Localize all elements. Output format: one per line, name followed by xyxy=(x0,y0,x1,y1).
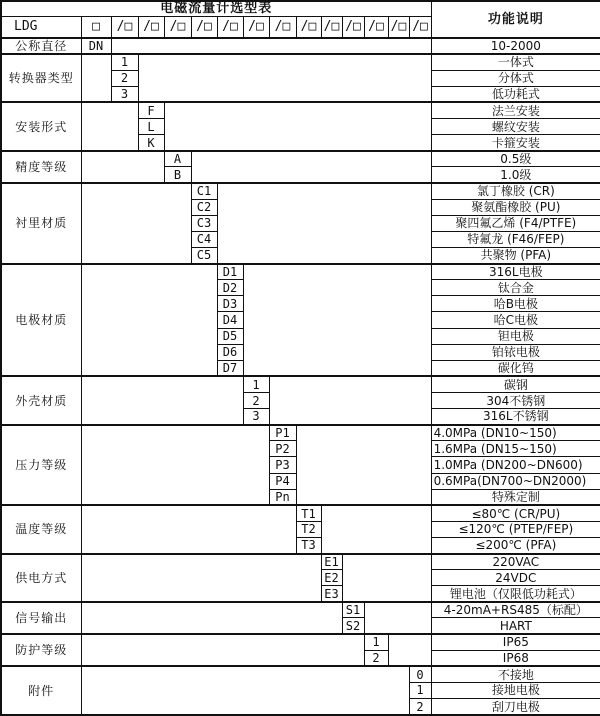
section-label: 转换器类型 xyxy=(1,54,81,102)
spacer-cell xyxy=(296,425,431,506)
desc-cell: HART xyxy=(431,618,600,634)
model-slot-box-icon: /□ xyxy=(364,16,388,38)
spacer-cell xyxy=(81,54,111,102)
model-slot-box-icon: /□ xyxy=(138,16,164,38)
section-label: 外壳材质 xyxy=(1,376,81,424)
spacer-cell xyxy=(243,264,431,377)
spacer-cell xyxy=(111,38,431,54)
model-base-box-icon: □ xyxy=(81,16,111,38)
desc-cell: 刮刀电极 xyxy=(431,699,600,715)
code-cell: P4 xyxy=(269,473,296,489)
code-cell: P3 xyxy=(269,457,296,473)
desc-cell: 220VAC xyxy=(431,554,600,570)
desc-cell: IP68 xyxy=(431,650,600,666)
desc-cell: 聚氨酯橡胶 (PU) xyxy=(431,199,600,215)
desc-cell: 碳钢 xyxy=(431,376,600,392)
desc-cell: 共聚物 (PFA) xyxy=(431,247,600,263)
desc-cell: 0.6MPa(DN700~DN2000) xyxy=(431,473,600,489)
desc-cell: 1.6MPa (DN15~150) xyxy=(431,441,600,457)
spacer-cell xyxy=(81,634,364,666)
desc-cell: 24VDC xyxy=(431,570,600,586)
spacer-cell xyxy=(364,602,431,634)
model-slot-box-icon: /□ xyxy=(321,16,342,38)
model-slot-box-icon: /□ xyxy=(409,16,431,38)
code-cell: D6 xyxy=(217,344,243,360)
section-label: 压力等级 xyxy=(1,425,81,506)
desc-cell: 1.0级 xyxy=(431,167,600,183)
spacer-cell xyxy=(81,425,269,506)
code-cell: C4 xyxy=(191,231,217,247)
desc-cell: 锂电池（仅限低功耗式） xyxy=(431,586,600,602)
code-cell: 1 xyxy=(111,54,138,70)
desc-cell: 聚四氟乙烯 (F4/PTFE) xyxy=(431,215,600,231)
model-slot-box-icon: /□ xyxy=(191,16,217,38)
code-cell: E2 xyxy=(321,570,342,586)
section-label: 精度等级 xyxy=(1,151,81,183)
model-slot-box-icon: /□ xyxy=(296,16,321,38)
model-slot-box-icon: /□ xyxy=(342,16,364,38)
code-cell: P1 xyxy=(269,425,296,441)
spacer-cell xyxy=(81,505,296,553)
section-label: 公称直径 xyxy=(1,38,81,54)
desc-cell: 4-20mA+RS485（标配） xyxy=(431,602,600,618)
spacer-cell xyxy=(81,264,217,377)
code-cell: 0 xyxy=(409,666,431,682)
code-cell: A xyxy=(164,151,191,167)
desc-cell: IP65 xyxy=(431,634,600,650)
desc-cell: 316L电极 xyxy=(431,264,600,280)
code-cell: 2 xyxy=(409,699,431,715)
model-slot-box-icon: /□ xyxy=(111,16,138,38)
section-label: 电极材质 xyxy=(1,264,81,377)
desc-cell: 不接地 xyxy=(431,666,600,682)
model-slot-box-icon: /□ xyxy=(217,16,243,38)
desc-cell: 螺纹安装 xyxy=(431,119,600,135)
code-cell: C3 xyxy=(191,215,217,231)
section-label: 安装形式 xyxy=(1,102,81,150)
spacer-cell xyxy=(321,505,431,553)
code-cell: T3 xyxy=(296,537,321,553)
code-cell: D5 xyxy=(217,328,243,344)
model-prefix: LDG xyxy=(1,16,81,38)
desc-cell: 卡箍安装 xyxy=(431,135,600,151)
section-label: 温度等级 xyxy=(1,505,81,553)
code-cell: B xyxy=(164,167,191,183)
code-cell: 2 xyxy=(243,392,269,408)
code-cell: D2 xyxy=(217,280,243,296)
spacer-cell xyxy=(81,183,191,264)
model-slot-box-icon: /□ xyxy=(388,16,409,38)
desc-cell: 碳化钨 xyxy=(431,360,600,376)
section-label: 附件 xyxy=(1,666,81,715)
code-cell: 1 xyxy=(409,682,431,698)
code-cell: D7 xyxy=(217,360,243,376)
desc-cell: 10-2000 xyxy=(431,38,600,54)
code-cell: C2 xyxy=(191,199,217,215)
code-cell: C5 xyxy=(191,247,217,263)
section-label: 信号输出 xyxy=(1,602,81,634)
code-cell: 1 xyxy=(243,376,269,392)
desc-cell: 氯丁橡胶 (CR) xyxy=(431,183,600,199)
spacer-cell xyxy=(81,151,164,183)
model-slot-box-icon: /□ xyxy=(269,16,296,38)
desc-cell: 接地电极 xyxy=(431,682,600,698)
spacer-cell xyxy=(217,183,431,264)
spacer-cell xyxy=(81,666,409,715)
spacer-cell xyxy=(388,634,431,666)
desc-header: 功能说明 xyxy=(431,1,600,38)
section-label: 衬里材质 xyxy=(1,183,81,264)
desc-cell: 钛合金 xyxy=(431,280,600,296)
spacer-cell xyxy=(81,102,138,150)
desc-cell: ≤80℃ (CR/PU) xyxy=(431,505,600,521)
section-label: 供电方式 xyxy=(1,554,81,602)
code-cell: D4 xyxy=(217,312,243,328)
desc-cell: ≤120℃ (PTEP/FEP) xyxy=(431,521,600,537)
spacer-cell xyxy=(81,376,243,424)
code-cell: 1 xyxy=(364,634,388,650)
desc-cell: 哈B电极 xyxy=(431,296,600,312)
desc-cell: 316L不锈钢 xyxy=(431,409,600,425)
desc-cell: 哈C电极 xyxy=(431,312,600,328)
code-cell: D1 xyxy=(217,264,243,280)
desc-cell: 特殊定制 xyxy=(431,489,600,505)
table-title: 电磁流量计选型表 xyxy=(1,1,431,16)
desc-cell: 低功耗式 xyxy=(431,86,600,102)
code-cell: T1 xyxy=(296,505,321,521)
spacer-cell xyxy=(138,54,431,102)
code-cell: C1 xyxy=(191,183,217,199)
spacer-cell xyxy=(164,102,431,150)
code-cell: Pn xyxy=(269,489,296,505)
desc-cell: ≤200℃ (PFA) xyxy=(431,537,600,553)
section-label: 防护等级 xyxy=(1,634,81,666)
desc-cell: 铂铱电极 xyxy=(431,344,600,360)
desc-cell: 分体式 xyxy=(431,70,600,86)
code-cell: D3 xyxy=(217,296,243,312)
model-slot-box-icon: /□ xyxy=(164,16,191,38)
desc-cell: 1.0MPa (DN200~DN600) xyxy=(431,457,600,473)
code-cell: 2 xyxy=(364,650,388,666)
desc-cell: 一体式 xyxy=(431,54,600,70)
desc-cell: 4.0MPa (DN10~150) xyxy=(431,425,600,441)
code-cell: L xyxy=(138,119,164,135)
code-cell: F xyxy=(138,102,164,118)
spacer-cell xyxy=(342,554,431,602)
code-cell: S1 xyxy=(342,602,364,618)
code-cell: P2 xyxy=(269,441,296,457)
code-cell: K xyxy=(138,135,164,151)
spacer-cell xyxy=(81,554,321,602)
desc-cell: 0.5级 xyxy=(431,151,600,167)
code-cell: T2 xyxy=(296,521,321,537)
spacer-cell xyxy=(81,602,342,634)
code-cell: E3 xyxy=(321,586,342,602)
desc-cell: 钽电极 xyxy=(431,328,600,344)
desc-cell: 304不锈钢 xyxy=(431,392,600,408)
code-cell: 2 xyxy=(111,70,138,86)
code-cell: 3 xyxy=(111,86,138,102)
code-cell: 3 xyxy=(243,409,269,425)
code-cell: DN xyxy=(81,38,111,54)
code-cell: S2 xyxy=(342,618,364,634)
code-cell: E1 xyxy=(321,554,342,570)
desc-cell: 特氟龙 (F46/FEP) xyxy=(431,231,600,247)
spacer-cell xyxy=(191,151,431,183)
desc-cell: 法兰安装 xyxy=(431,102,600,118)
spacer-cell xyxy=(269,376,431,424)
model-slot-box-icon: /□ xyxy=(243,16,269,38)
